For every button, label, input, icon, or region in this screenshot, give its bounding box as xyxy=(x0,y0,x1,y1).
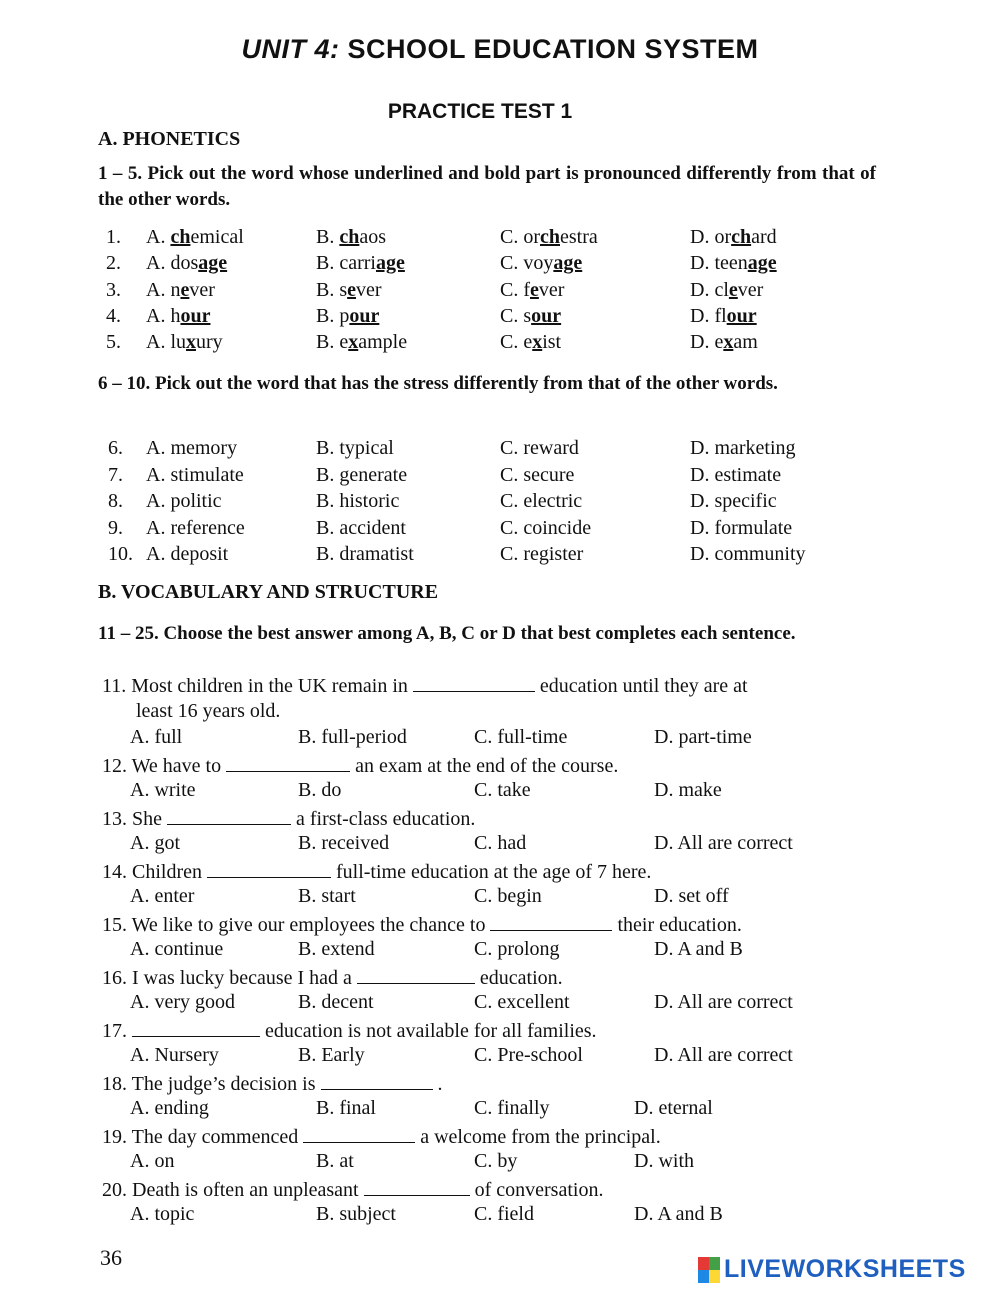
answer-option[interactable]: D. formulate xyxy=(690,516,793,539)
answer-option[interactable]: C. voyage xyxy=(500,252,583,275)
answer-blank[interactable] xyxy=(303,1124,415,1143)
answer-option[interactable]: C. electric xyxy=(500,490,583,512)
practice-test-heading: PRACTICE TEST 1 xyxy=(387,100,573,123)
answer-blank[interactable] xyxy=(321,1071,433,1090)
answer-options xyxy=(0,938,1000,964)
answer-options xyxy=(0,1203,1000,1229)
answer-options xyxy=(0,779,1000,805)
answer-option[interactable]: B. extend xyxy=(298,938,375,960)
answer-option[interactable]: D. exam xyxy=(690,331,758,354)
answer-option[interactable]: B. start xyxy=(298,885,356,907)
answer-blank[interactable] xyxy=(357,965,475,984)
answer-options xyxy=(0,726,1000,752)
answer-options xyxy=(0,885,1000,911)
section-a-heading: A. PHONETICS xyxy=(98,128,241,150)
answer-option[interactable]: A. ending xyxy=(130,1097,209,1119)
instruction-vocabulary: 11 – 25. Choose the best answer among A, B, C or D that best completes each sentence. xyxy=(98,623,796,644)
answer-option[interactable]: A. continue xyxy=(130,938,224,960)
title-rest: SCHOOL EDUCATION SYSTEM xyxy=(347,34,759,64)
answer-blank[interactable] xyxy=(490,912,612,931)
question-text: 17. education is not available for all families. xyxy=(102,1019,597,1042)
page-title xyxy=(0,34,1000,65)
answer-option[interactable]: D. set off xyxy=(654,885,729,907)
answer-option[interactable]: B. sever xyxy=(316,278,382,301)
item-number: 10. xyxy=(108,543,133,565)
answer-option[interactable]: C. secure xyxy=(500,463,575,486)
answer-option[interactable]: B. received xyxy=(298,832,390,854)
answer-options xyxy=(0,1097,1000,1123)
answer-option[interactable]: B. decent xyxy=(298,991,374,1013)
instruction-phonetics: 1 – 5. Pick out the word whose underlined and bold part is pronounced differently from that of the other words. xyxy=(98,163,876,210)
item-number: 1. xyxy=(106,226,121,248)
answer-option[interactable]: C. orchestra xyxy=(500,226,598,248)
answer-option[interactable]: C. sour xyxy=(500,304,562,327)
stress-item xyxy=(0,543,1000,569)
answer-option[interactable]: B. carriage xyxy=(316,252,405,275)
answer-option[interactable]: B. final xyxy=(316,1097,376,1119)
phonetics-item xyxy=(0,226,1000,252)
page-number: 36 xyxy=(100,1245,122,1270)
answer-option[interactable]: B. accident xyxy=(316,516,406,539)
question-text-continued: least 16 years old. xyxy=(136,699,281,722)
answer-option[interactable]: C. begin xyxy=(474,885,542,907)
item-number: 9. xyxy=(108,516,123,539)
answer-option[interactable]: A. enter xyxy=(130,885,195,907)
answer-option[interactable]: B. full-period xyxy=(298,726,407,748)
answer-blank[interactable] xyxy=(167,806,291,825)
answer-option[interactable]: B. at xyxy=(316,1150,354,1172)
item-number: 8. xyxy=(108,490,123,512)
answer-option[interactable]: A. deposit xyxy=(146,543,229,565)
answer-option[interactable]: C. field xyxy=(474,1203,534,1225)
answer-option[interactable]: B. subject xyxy=(316,1203,396,1225)
phonetics-item xyxy=(0,252,1000,278)
question-text: 11. Most children in the UK remain in education until they are at xyxy=(102,675,748,697)
item-number: 3. xyxy=(106,278,121,301)
answer-option[interactable]: A. on xyxy=(130,1150,175,1172)
answer-option[interactable]: A. topic xyxy=(130,1203,195,1225)
answer-option[interactable]: C. finally xyxy=(474,1097,550,1119)
item-number: 7. xyxy=(108,463,123,486)
question-text: 16. I was lucky because I had a education. xyxy=(102,966,563,989)
stress-item xyxy=(0,437,1000,463)
answer-option[interactable]: C. excellent xyxy=(474,991,570,1013)
answer-option[interactable]: C. take xyxy=(474,779,531,801)
phonetics-item xyxy=(0,279,1000,305)
answer-option[interactable]: D. community xyxy=(690,543,806,565)
answer-option[interactable]: A. dosage xyxy=(146,252,228,275)
answer-option[interactable]: C. Pre-school xyxy=(474,1044,583,1066)
answer-blank[interactable] xyxy=(364,1177,470,1196)
answer-option[interactable]: B. generate xyxy=(316,463,408,486)
answer-option[interactable]: B. historic xyxy=(316,490,400,512)
question-text: 15. We like to give our employees the chance to their education. xyxy=(102,913,742,936)
liveworksheets-logo xyxy=(698,1255,966,1284)
stress-item xyxy=(0,517,1000,543)
answer-option[interactable]: C. reward xyxy=(500,437,579,459)
answer-option[interactable]: A. got xyxy=(130,832,180,854)
answer-option[interactable]: D. specific xyxy=(690,490,777,512)
answer-option[interactable]: B. example xyxy=(316,331,408,354)
answer-blank[interactable] xyxy=(132,1018,260,1037)
answer-option[interactable]: A. full xyxy=(130,726,183,748)
answer-option[interactable]: D. make xyxy=(654,779,722,801)
item-number: 5. xyxy=(106,331,121,354)
answer-option[interactable]: D. All are correct xyxy=(654,991,793,1013)
question-text: 20. Death is often an unpleasant of conversation. xyxy=(102,1178,604,1201)
answer-blank[interactable] xyxy=(413,673,535,692)
question-text: 19. The day commenced a welcome from the principal. xyxy=(102,1125,661,1148)
answer-option[interactable]: B. chaos xyxy=(316,226,387,248)
answer-option[interactable]: D. clever xyxy=(690,278,764,301)
answer-option[interactable]: D. estimate xyxy=(690,463,782,486)
answer-option[interactable]: B. pour xyxy=(316,304,380,327)
item-number: 2. xyxy=(106,252,121,275)
title-prefix: UNIT 4: xyxy=(241,34,340,64)
answer-option[interactable]: D. teenage xyxy=(690,252,777,275)
answer-option[interactable]: D. All are correct xyxy=(654,1044,793,1066)
question-text: 12. We have to an exam at the end of the course. xyxy=(102,754,619,777)
answer-options xyxy=(0,832,1000,858)
answer-option[interactable]: C. exist xyxy=(500,331,562,354)
item-number: 4. xyxy=(106,304,121,327)
answer-option[interactable]: B. Early xyxy=(298,1044,365,1066)
answer-option[interactable]: D. orchard xyxy=(690,226,777,248)
question-text: 18. The judge’s decision is . xyxy=(102,1072,443,1095)
answer-option[interactable]: A. never xyxy=(146,278,215,301)
answer-option[interactable]: A. write xyxy=(130,779,196,801)
answer-blank[interactable] xyxy=(207,859,331,878)
answer-options xyxy=(0,991,1000,1017)
answer-option[interactable]: C. fever xyxy=(500,278,565,301)
answer-option[interactable]: C. coincide xyxy=(500,516,592,539)
answer-option[interactable]: B. dramatist xyxy=(316,543,414,565)
answer-option[interactable]: C. by xyxy=(474,1150,518,1172)
logo-text: LIVEWORKSHEETS xyxy=(724,1255,966,1283)
question-text: 14. Children full-time education at the age of 7 here. xyxy=(102,860,652,883)
answer-option[interactable]: A. stimulate xyxy=(146,463,244,486)
section-b-heading: B. VOCABULARY AND STRUCTURE xyxy=(98,581,439,603)
logo-icon xyxy=(698,1257,720,1283)
answer-option[interactable]: A. hour xyxy=(146,304,211,327)
instruction-stress: 6 – 10. Pick out the word that has the stress differently from that of the other words. xyxy=(98,373,778,394)
answer-option[interactable]: A. chemical xyxy=(146,226,244,248)
answer-option[interactable]: A. luxury xyxy=(146,331,223,354)
answer-option[interactable]: A. reference xyxy=(146,516,245,539)
answer-option[interactable]: A. Nursery xyxy=(130,1044,219,1066)
stress-item xyxy=(0,464,1000,490)
answer-option[interactable]: B. do xyxy=(298,779,342,801)
answer-options xyxy=(0,1150,1000,1176)
answer-option[interactable]: D. with xyxy=(634,1150,694,1172)
answer-blank[interactable] xyxy=(226,753,350,772)
answer-option[interactable]: D. marketing xyxy=(690,437,796,459)
phonetics-item xyxy=(0,331,1000,357)
phonetics-item xyxy=(0,305,1000,331)
answer-option[interactable]: A. politic xyxy=(146,490,222,512)
answer-option[interactable]: C. prolong xyxy=(474,938,560,960)
answer-option[interactable]: D. All are correct xyxy=(654,832,793,854)
answer-option[interactable]: D. flour xyxy=(690,304,757,327)
answer-option[interactable]: C. had xyxy=(474,832,527,854)
stress-item xyxy=(0,490,1000,516)
answer-option[interactable]: B. typical xyxy=(316,437,394,459)
question-text: 13. She a first-class education. xyxy=(102,807,476,830)
answer-option[interactable]: D. part-time xyxy=(654,726,752,748)
answer-option[interactable]: A. very good xyxy=(130,991,235,1013)
answer-option[interactable]: D. eternal xyxy=(634,1097,713,1119)
answer-option[interactable]: D. A and B xyxy=(634,1203,723,1225)
answer-option[interactable]: C. full-time xyxy=(474,726,568,748)
answer-options xyxy=(0,1044,1000,1070)
answer-option[interactable]: D. A and B xyxy=(654,938,743,960)
answer-option[interactable]: C. register xyxy=(500,543,584,565)
item-number: 6. xyxy=(108,437,123,459)
answer-option[interactable]: A. memory xyxy=(146,437,238,459)
